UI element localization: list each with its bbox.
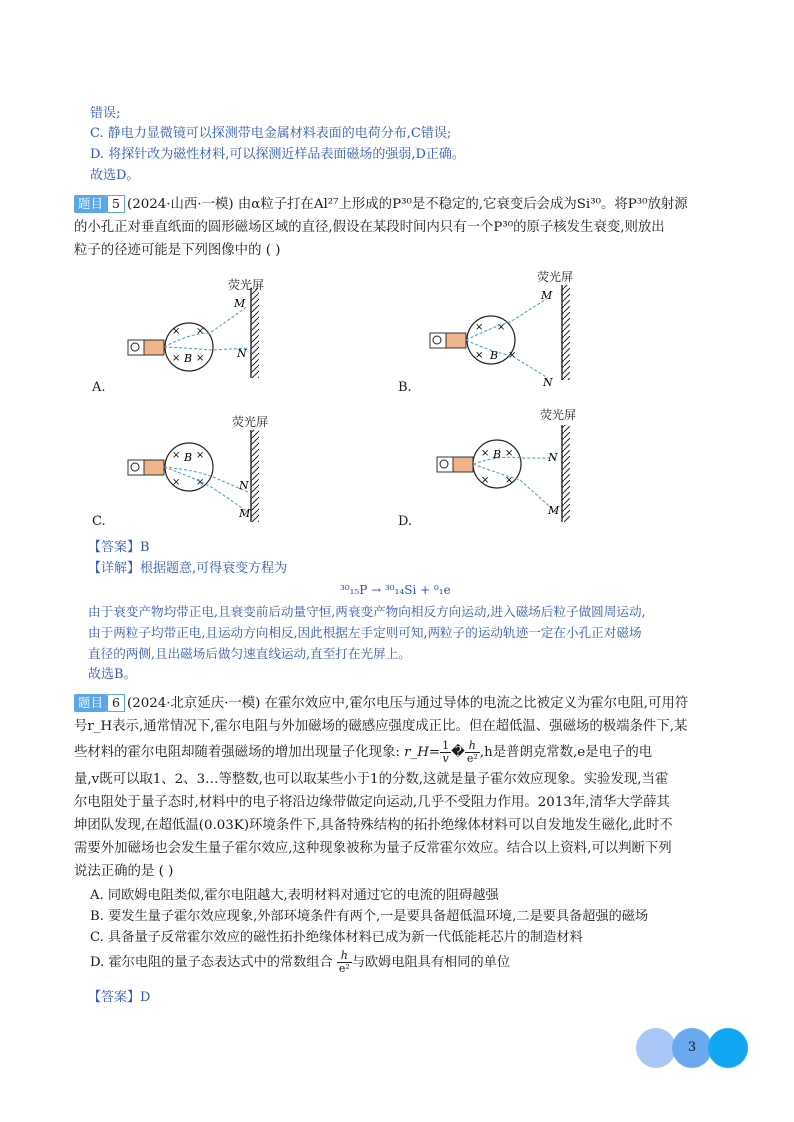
diagram-c-source-box [128,460,144,475]
diagram-c-x-3: × [172,477,181,488]
q6-option-d-num: h [337,950,352,963]
diagram-c-x-2: × [196,450,205,461]
diagram-a-source-body [144,340,164,355]
q6-formula-num-1: 1 [442,739,450,752]
diagram-d-n: N [548,451,558,464]
diagram-d-track-lower [473,464,556,512]
q6-option-c[interactable]: C. 具备量子反常霍尔效应的磁性拓扑绝缘体材料已成为新一代低能耗芯片的制造材料 [90,930,583,945]
q6-text-2: 号r_H表示,通常情况下,霍尔电阻与外加磁场的磁感应强度成正比。但在超低温、强磁场的极端条件下,某 [74,719,688,734]
diagram-c-track-lower [164,467,248,512]
diagram-c-b-label: B [184,451,193,464]
diagram-a-m: M [234,297,246,310]
diagram-a-track-lower [164,347,248,350]
q5-answer: 【答案】B [88,540,150,555]
diagram-d-x-2: × [505,448,514,459]
diagram-a-screen-label: 荧光屏 [228,278,265,292]
option-c-label: C. [92,514,106,529]
diagram-b-b-label: B [490,349,499,362]
diagram-d-screen-hatch [562,425,570,522]
q5-conclusion: 故选B。 [88,667,137,682]
q6-option-a[interactable]: A. 同欧姆电阻类似,霍尔电阻越大,表明材料对通过它的电流的阻碍越强 [90,888,499,903]
diagram-a [128,288,259,378]
diagram-b-n: N [543,376,553,389]
diagram-a-x-2: × [196,326,205,337]
diagram-d-screen-label: 荧光屏 [540,408,577,422]
q5-text-1: (2024·山西·一模) 由α粒子打在Al²⁷上形成的P³⁰是不稳定的,它衰变后会成为Si³⁰。将P³⁰放射源 [126,197,688,212]
q6-text-3b: ,h是普朗克常数,e是电子的电 [479,745,653,760]
q6-badge: 题目 [74,694,107,712]
q5-detail: 【详解】根据题意,可得衰变方程为 [88,561,288,576]
q6-option-d-pre: D. 霍尔电阻的量子态表达式中的常数组合 [90,955,333,970]
q6-number: 6 [107,694,125,712]
q6-option-d-den: e² [338,962,350,975]
diagram-c-screen-hatch [251,430,259,522]
diagram-b [430,285,570,389]
diagram-a-x-4: × [196,353,205,364]
q6-text-8: 说法正确的是 ( ) [74,864,174,879]
q6-text-4: 量,v既可以取1、2、3…等整数,也可以取某些小于1的分数,这就是量子霍尔效应现象。实验发现,当霍 [74,772,669,787]
diagram-c [128,430,259,522]
q6-text-3a: 些材料的霍尔电阻却随着强磁场的增加出现量子化现象: [74,745,400,760]
q6-option-d[interactable] [90,948,734,978]
diagram-a-screen-hatch [251,288,259,378]
diagram-b-x-4: × [508,350,517,361]
diagram-b-x-1: × [475,322,484,333]
page-number: 3 [687,1040,697,1055]
page-circle-3 [708,1028,748,1068]
diagram-b-x-2: × [497,322,506,333]
q6-formula-den-v: v [442,752,449,765]
q6-choices [90,885,734,978]
top-line-2: C. 静电力显微镜可以探测带电金属材料表面的电荷分布,C错误; [90,126,452,141]
q5-explanation-1: 由于衰变产物均带正电,且衰变前后动量守恒,两衰变产物向相反方向运动,进入磁场后粒子做圆周运动, [88,604,646,619]
q6-answer: 【答案】D [88,990,151,1005]
diagram-c-source-body [144,460,164,475]
top-line-3: D. 将探针改为磁性材料,可以探测近样品表面磁场的强弱,D正确。 [90,147,465,162]
option-b-label: B. [398,380,412,395]
diagram-b-source-body [446,333,466,348]
diagram-b-m: M [541,289,553,302]
diagram-a-b-label: B [184,352,193,365]
q6-option-d-frac [337,950,352,975]
q6-formula-frac-1 [440,740,451,765]
diagram-d-b-label: B [493,448,502,461]
q5-equation: ³⁰₁₅P → ³⁰₁₄Si + ⁰₁e [340,583,451,597]
q6-formula-r: r_H= [404,745,441,760]
diagram-c-x-1: × [172,450,181,461]
diagram-c-x-4: × [196,477,205,488]
diagram-d-source-body [453,457,473,472]
q5-text-2: 的小孔正对垂直纸面的圆形磁场区域的直径,假设在某段时间内只有一个P³⁰的原子核发生衰变,则放出 [74,220,665,235]
top-line-4: 故选D。 [90,168,140,183]
q5-badge: 题目 [74,195,107,213]
q6-formula-frac-2 [465,740,480,765]
diagram-d-source-box [437,457,453,472]
option-d-label: D. [398,514,413,529]
q5-explanation-3: 直径的两侧,且出磁场后做匀速直线运动,直至打在光屏上。 [88,646,411,661]
q6-formula-num-h: h [465,740,480,753]
q6-formula-dot: � [451,745,465,760]
question-6 [74,692,734,978]
q6-text-7: 需要外加磁场也会发生量子霍尔效应,这种现象被称为量子反常霍尔效应。结合以上资料,可以判断下列 [74,841,672,856]
diagram-d [437,425,570,522]
diagram-b-screen-hatch [562,285,570,380]
diagram-c-m: M [239,507,251,520]
diagram-b-x-3: × [475,350,484,361]
diagram-a-x-1: × [172,326,181,337]
q6-option-d-post: 与欧姆电阻具有相同的单位 [351,955,511,970]
q6-text-1: (2024·北京延庆·一模) 在霍尔效应中,霍尔电压与通过导体的电流之比被定义为霍尔电阻,可用符 [126,696,689,711]
q5-text-3: 粒子的径迹可能是下列图像中的 ( ) [74,243,281,258]
diagram-a-x-3: × [172,353,181,364]
q6-text-6: 坤团队发现,在超低温(0.03K)环境条件下,具备特殊结构的拓扑绝缘体材料可以自发地发生磁化,此时不 [74,818,673,833]
q6-text-5: 尔电阻处于量子态时,材料中的电子将沿边缘带做定向运动,几乎不受阻力作用。2013年,清华大学薛其 [74,795,670,810]
diagram-b-screen-label: 荧光屏 [537,270,574,284]
diagram-d-x-4: × [505,475,514,486]
q5-explanation-2: 由于两粒子均带正电,且运动方向相反,因此根据左手定则可知,两粒子的运动轨迹一定在小孔正对磁场 [88,625,642,640]
option-a-label: A. [92,380,106,395]
top-line-1: 错误; [90,106,121,121]
diagram-d-x-3: × [481,475,490,486]
diagram-a-n: N [237,347,247,360]
diagram-c-screen-label: 荧光屏 [232,415,269,429]
q6-line-1 [74,692,734,715]
q5-number: 5 [107,195,125,213]
diagram-a-source-box [128,340,144,355]
page-circle-1 [636,1028,676,1068]
q6-option-b[interactable]: B. 要发生量子霍尔效应现象,外部环境条件有两个,一是要具备超低温环境,二是要具备超强的磁场 [90,909,649,924]
diagram-d-m: M [548,504,560,517]
diagram-b-source-box [430,333,446,348]
diagram-c-n: N [239,479,249,492]
diagram-d-x-1: × [481,448,490,459]
q6-formula-den-e2: e² [466,752,478,765]
q6-line-3 [74,738,734,768]
